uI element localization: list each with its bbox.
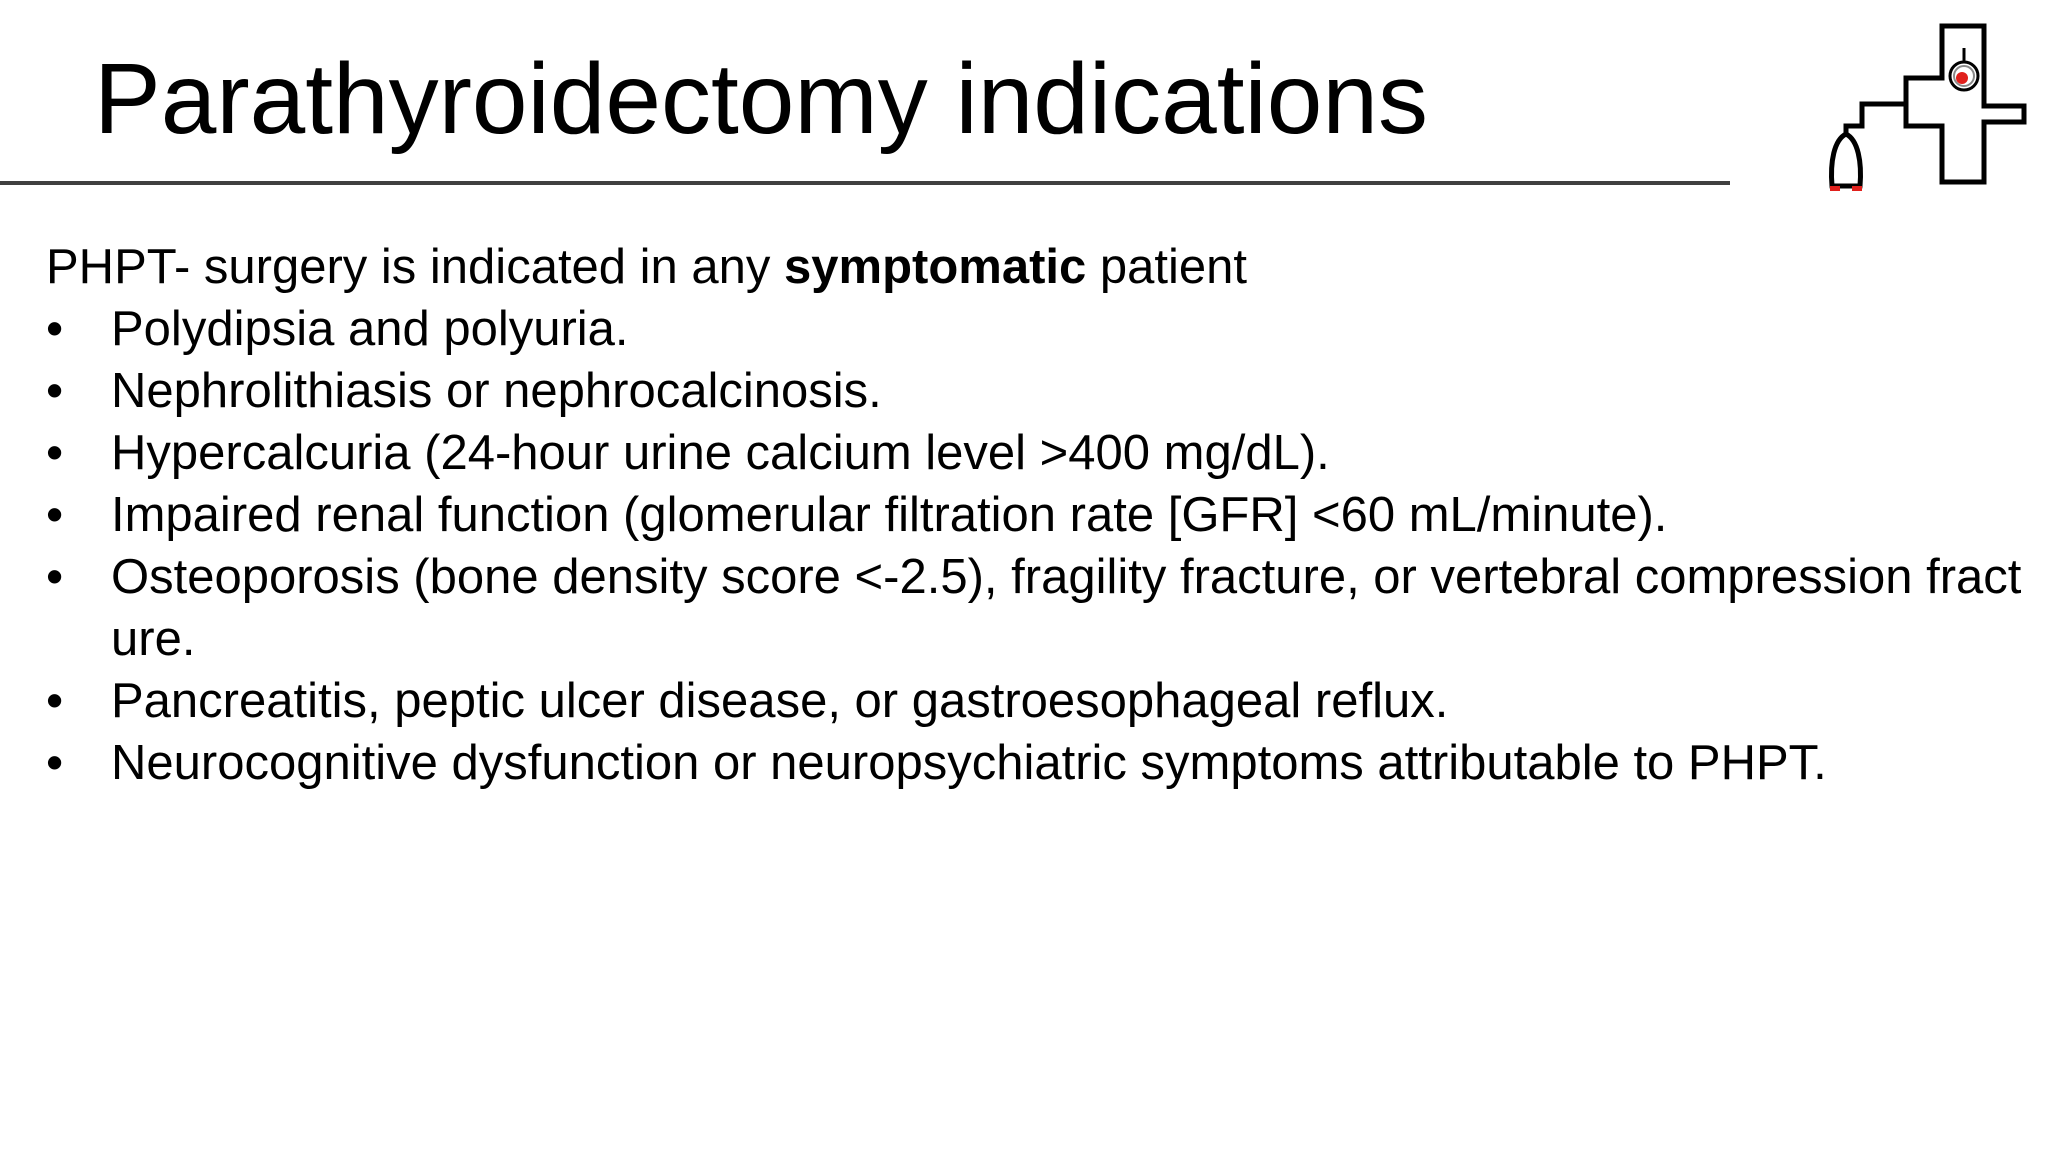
intro-line (46, 236, 2006, 298)
list-item (46, 670, 2036, 732)
list-item-text: Neurocognitive dysfunction or neuropsychiatric symptoms attributable to PHPT. (111, 736, 1827, 790)
bullet-icon: • (46, 364, 64, 418)
list-item-text: Polydipsia and polyuria. (111, 302, 629, 356)
list-item-text: Nephrolithiasis or nephrocalcinosis. (111, 364, 882, 418)
bullet-icon: • (46, 488, 64, 542)
indication-list (46, 298, 2022, 794)
intro-prefix: PHPT- surgery is indicated in any (46, 240, 785, 294)
bullet-icon: • (46, 302, 64, 356)
list-item-text: Osteoporosis (bone density score <-2.5), fragility fracture, or vertebral compression fracture. (111, 550, 2022, 666)
bullet-icon: • (46, 426, 64, 480)
list-item-text: Pancreatitis, peptic ulcer disease, or gastroesophageal reflux. (111, 674, 1449, 728)
bullet-icon: • (46, 550, 64, 604)
list-item (46, 422, 2036, 484)
slide-body (46, 236, 2022, 794)
bullet-icon: • (46, 674, 64, 728)
list-item-text: Impaired renal function (glomerular filtration rate [GFR] <60 mL/minute). (111, 488, 1668, 542)
list-item (46, 298, 2036, 360)
stethoscope-cross-logo-icon (1800, 22, 2040, 194)
list-item (46, 360, 2036, 422)
title-divider (0, 181, 1730, 185)
bullet-icon: • (46, 736, 64, 790)
intro-suffix: patient (1086, 240, 1248, 294)
list-item (46, 732, 2036, 794)
list-item-text: Hypercalcuria (24-hour urine calcium level >400 mg/dL). (111, 426, 1330, 480)
list-item (46, 546, 2036, 670)
slide-title: Parathyroidectomy indications (94, 43, 1428, 155)
list-item (46, 484, 2036, 546)
intro-emphasis: symptomatic (784, 240, 1087, 294)
